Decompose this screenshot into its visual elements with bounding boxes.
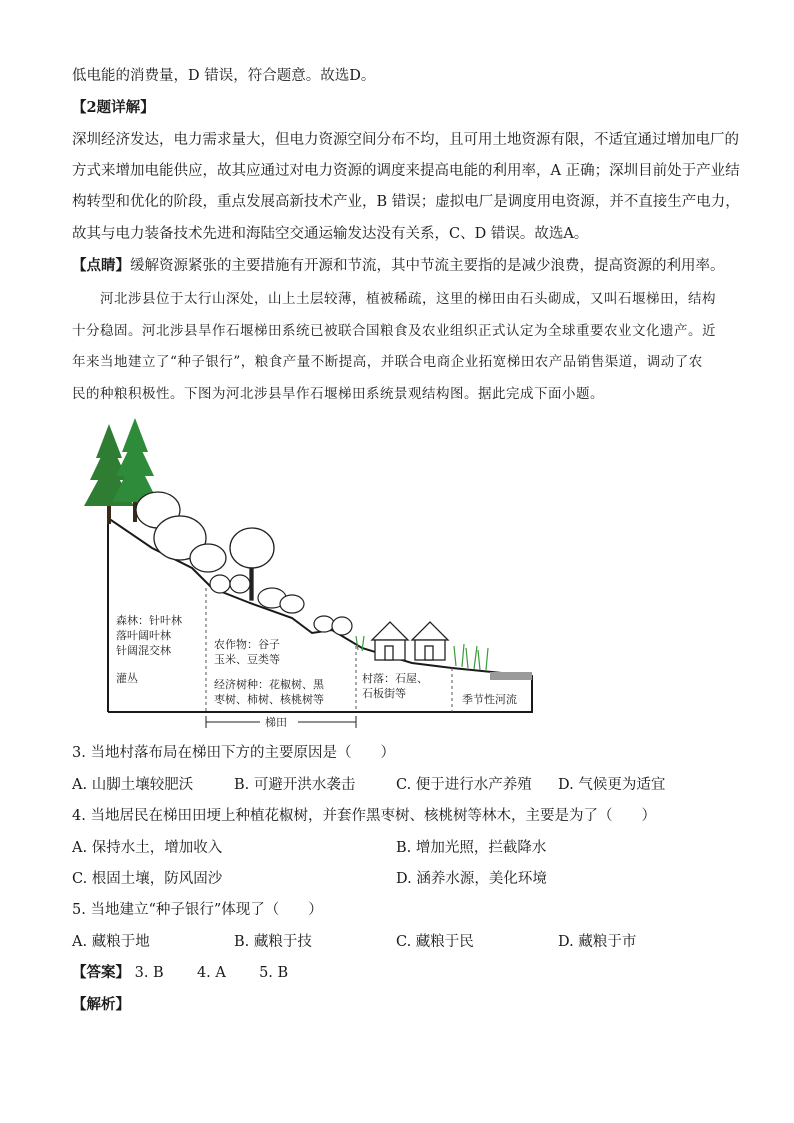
q5-option-b[interactable]: B. 藏粮于技 (234, 934, 312, 950)
trees-label: 枣树、柿树、核桃树等 (214, 693, 324, 706)
answer-tag: 【答案】 (72, 964, 130, 981)
passage-line: 民的种粮积极性。下图为河北涉县旱作石堰梯田系统景观结构图。据此完成下面小题。 (72, 386, 604, 402)
q5-option-c[interactable]: C. 藏粮于民 (396, 934, 474, 950)
house-icon (412, 622, 448, 660)
q3-option-a[interactable]: A. 山脚土壤较肥沃 (72, 777, 194, 793)
answer-5: 5. B (259, 965, 289, 981)
river-icon (490, 672, 532, 680)
text-line: 低电能的消费量，D 错误，符合题意。故选D。 (72, 68, 376, 84)
house-icon (372, 622, 408, 660)
question-3: 3. 当地村落布局在梯田下方的主要原因是（ ） (72, 745, 395, 761)
shrub-icon (210, 575, 352, 635)
tip-tag: 【点睛】 (72, 257, 130, 274)
text-line: 构转型和优化的阶段，重点发展高新技术产业，B 错误；虚拟电厂是调度用电资源，并不直接生产电力， (72, 194, 740, 210)
tip-line (72, 256, 725, 276)
crops-label: 玉米、豆类等 (214, 653, 280, 666)
terrace-label: 梯田 (265, 716, 287, 729)
text-line: 方式来增加电能供应，故其应通过对电力资源的调度来提高电能的利用率，A 正确；深圳目前处于产业结 (72, 163, 740, 179)
q4-option-a[interactable]: A. 保持水土，增加收入 (72, 840, 223, 856)
q5-option-a[interactable]: A. 藏粮于地 (72, 934, 150, 950)
terrace-landscape-figure (72, 418, 542, 736)
answer-3: 3. B (134, 965, 164, 981)
passage-line: 河北涉县位于太行山深处，山上土层较薄，植被稀疏，这里的梯田由石头砌成，又叫石堰梯田，结构 (100, 291, 716, 307)
broadleaf-tree-icon (136, 492, 274, 600)
passage-line: 十分稳固。河北涉县旱作石堰梯田系统已被联合国粮食及农业组织正式认定为全球重要农业文化遗产。近 (72, 323, 716, 339)
analysis-heading: 【解析】 (72, 996, 130, 1013)
village-label: 石板街等 (362, 687, 406, 700)
passage-line: 年来当地建立了“种子银行”，粮食产量不断提高，并联合电商企业拓宽梯田农产品销售渠道，调动了农 (72, 354, 703, 370)
shrub-label: 灌丛 (116, 672, 138, 685)
answer-4: 4. A (196, 965, 226, 981)
question-4: 4. 当地居民在梯田田埂上种植花椒树，并套作黑枣树、核桃树等林木，主要是为了（ ） (72, 808, 656, 824)
forest-label: 森林：针叶林 (116, 614, 182, 627)
village-label: 村落：石屋、 (362, 672, 428, 685)
q4-option-c[interactable]: C. 根固土壤，防风固沙 (72, 871, 223, 887)
river-label: 季节性河流 (462, 693, 517, 706)
answer-line (72, 963, 288, 983)
crops-label: 农作物：谷子 (214, 638, 280, 651)
q4-option-b[interactable]: B. 增加光照，拦截降水 (396, 840, 547, 856)
text-line: 故其与电力装备技术先进和海陆空交通运输发达没有关系，C、D 错误。故选A。 (72, 226, 589, 242)
forest-label: 落叶阔叶林 (116, 629, 171, 642)
q5-option-d[interactable]: D. 藏粮于市 (558, 934, 637, 950)
q4-option-d[interactable]: D. 涵养水源，美化环境 (396, 871, 547, 887)
trees-label: 经济树种：花椒树、黑 (214, 678, 324, 691)
q3-option-b[interactable]: B. 可避开洪水袭击 (234, 777, 356, 793)
question-5: 5. 当地建立“种子银行”体现了（ ） (72, 902, 323, 918)
forest-label: 针阔混交林 (116, 644, 171, 657)
text-line: 深圳经济发达，电力需求量大，但电力资源空间分布不均，且可用土地资源有限，不适宜通过增加电厂的 (72, 132, 739, 148)
tip-text: 缓解资源紧张的主要措施有开源和节流，其中节流主要指的是减少浪费，提高资源的利用率。 (130, 258, 725, 274)
section-heading: 【2题详解】 (72, 99, 155, 116)
q3-option-d[interactable]: D. 气候更为适宜 (558, 777, 666, 793)
q3-option-c[interactable]: C. 便于进行水产养殖 (396, 777, 532, 793)
